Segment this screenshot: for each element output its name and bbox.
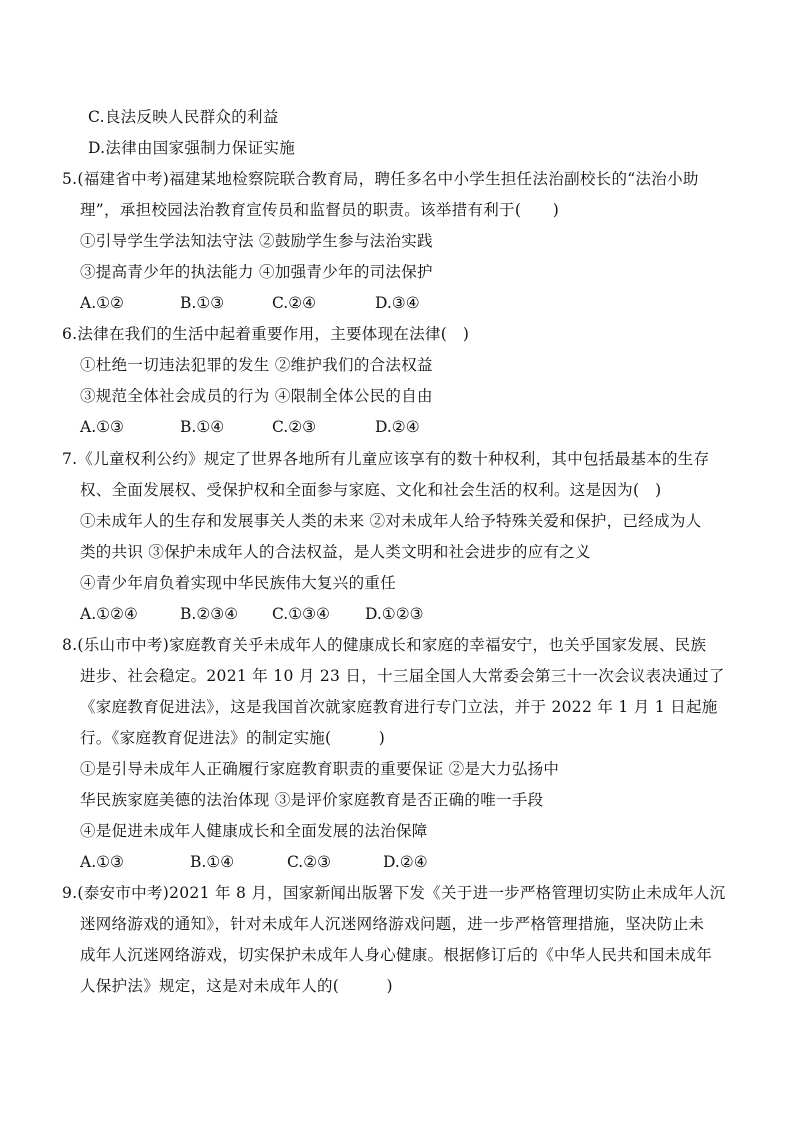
question-7-stem: 权、全面发展权、受保护权和全面参与家庭、文化和社会生活的权利。这是因为( ) — [80, 481, 662, 499]
question-8-statement: 华民族家庭美德的法治体现 ③是评价家庭教育是否正确的唯一手段 — [80, 791, 544, 809]
option-a: A.①③ — [80, 853, 124, 871]
question-7-statement: 类的共识 ③保护未成年人的合法权益，是人类文明和社会进步的应有之义 — [80, 543, 591, 561]
option-d: D.②④ — [375, 418, 420, 436]
option-b: B.①④ — [180, 418, 225, 436]
option-a: A.①② — [80, 294, 124, 312]
question-9-stem: 迷网络游戏的通知》，针对未成年人沉迷网络游戏问题，进一步严格管理措施，坚决防止未 — [80, 915, 705, 933]
question-8-stem: 行。《家庭教育促进法》的制定实施( ) — [80, 729, 386, 747]
question-5-statement: ③提高青少年的执法能力 ④加强青少年的司法保护 — [80, 263, 433, 281]
option-b: B.①④ — [190, 853, 235, 871]
question-8-statement: ④是促进未成年人健康成长和全面发展的法治保障 — [80, 822, 428, 840]
question-8-stem: 8.(乐山市中考)家庭教育关乎未成年人的健康成长和家庭的幸福安宁，也关乎国家发展、民族 — [62, 636, 707, 654]
question-5-stem: 理”，承担校园法治教育宣传员和监督员的职责。该举措有利于( ) — [80, 201, 560, 219]
question-7-statement: ①未成年人的生存和发展事关人类的未来 ②对未成年人给予特殊关爱和保护，已经成为人 — [80, 512, 702, 530]
question-9-stem: 人保护法》规定，这是对未成年人的( ) — [80, 977, 393, 995]
question-6-statement: ①杜绝一切违法犯罪的发生 ②维护我们的合法权益 — [80, 356, 433, 374]
option-c: C.②③ — [287, 853, 332, 871]
question-6-statement: ③规范全体社会成员的行为 ④限制全体公民的自由 — [80, 387, 433, 405]
question-7-statement: ④青少年肩负着实现中华民族伟大复兴的重任 — [80, 574, 397, 592]
option-a: A.①③ — [80, 418, 124, 436]
option-line: C.良法反映人民群众的利益 — [88, 108, 279, 126]
option-a: A.①②④ — [80, 605, 138, 623]
question-5-stem: 5.(福建省中考)福建某地检察院联合教育局，聘任多名中小学生担任法治副校长的“法治小助 — [62, 170, 699, 188]
question-6-stem: 6.法律在我们的生活中起着重要作用，主要体现在法律( ) — [62, 325, 470, 343]
question-8-stem: 进步、社会稳定。2021 年 10 月 23 日，十三届全国人大常委会第三十一次会议表决通过了 — [80, 667, 725, 685]
question-9-stem: 9.(泰安市中考)2021 年 8 月，国家新闻出版署下发《关于进一步严格管理切实防止未成年人沉 — [62, 884, 726, 902]
option-d: D.①②③ — [365, 605, 424, 623]
option-c: C.②③ — [272, 418, 317, 436]
option-b: B.①③ — [180, 294, 225, 312]
question-8-stem: 《家庭教育促进法》，这是我国首次就家庭教育进行专门立法，并于 2022 年 1 月 1 日起施 — [80, 698, 718, 716]
option-c: C.②④ — [272, 294, 317, 312]
option-b: B.②③④ — [180, 605, 239, 623]
option-d: D.②④ — [383, 853, 428, 871]
option-line: D.法律由国家强制力保证实施 — [88, 139, 296, 157]
option-d: D.③④ — [375, 294, 420, 312]
question-8-statement: ①是引导未成年人正确履行家庭教育职责的重要保证 ②是大力弘扬中 — [80, 760, 560, 778]
question-5-statement: ①引导学生学法知法守法 ②鼓励学生参与法治实践 — [80, 232, 433, 250]
question-9-stem: 成年人沉迷网络游戏，切实保护未成年人身心健康。根据修订后的《中华人民共和国未成年 — [80, 946, 713, 964]
option-c: C.①③④ — [272, 605, 330, 623]
question-7-stem: 7.《儿童权利公约》规定了世界各地所有儿童应该享有的数十种权利，其中包括最基本的生存 — [62, 450, 710, 468]
